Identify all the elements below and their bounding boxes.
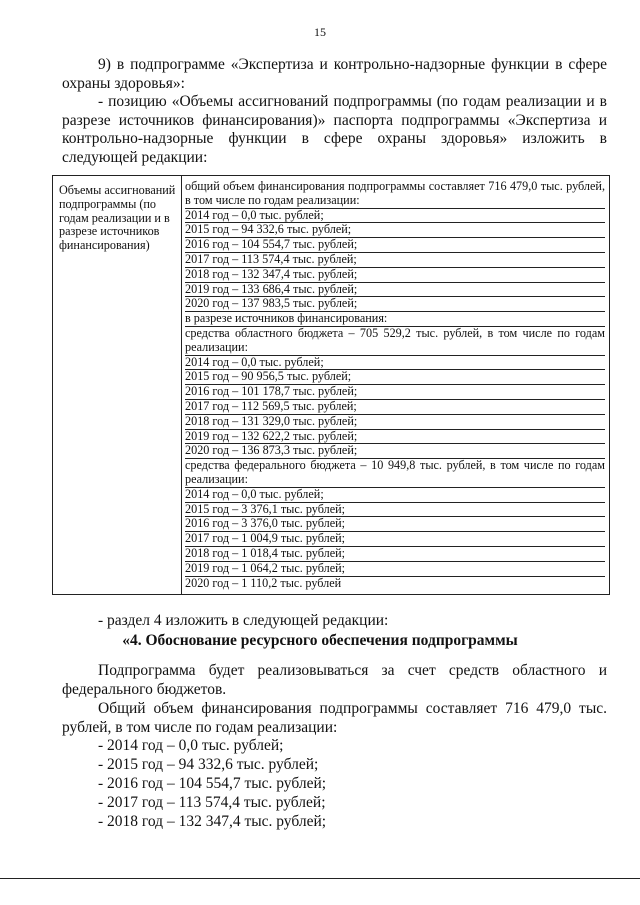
intro-paragraph-1: 9) в подпрограмме «Экспертиза и контрольно-надзорные функции в сфере охраны здоровья»: (62, 56, 607, 92)
table-line: 2019 год – 132 622,2 тыс. рублей; (185, 430, 605, 445)
section4-instruction: - раздел 4 изложить в следующей редакции: (98, 612, 389, 629)
table-line: средства областного бюджета – 705 529,2 тыс. рублей, в том числе по годам реализации: (185, 325, 605, 354)
table-line: 2016 год – 101 178,7 тыс. рублей; (185, 385, 605, 400)
table-line: 2017 год – 113 574,4 тыс. рублей; (185, 253, 605, 268)
section4-paragraph-1: Подпрограмма будет реализовываться за счет средств областного и федерального бюджетов. (62, 662, 607, 698)
table-line: 2020 год – 137 983,5 тыс. рублей; (185, 297, 605, 312)
table-line: 2015 год – 90 956,5 тыс. рублей; (185, 370, 605, 385)
intro-paragraph-2: - позицию «Объемы ассигнований подпрограммы (по годам реализации и в разрезе источников финансирования)» паспорта подпрограммы «Экспертиза и контрольно-надзорные функции в сфере охраны здоровья» изложить в следующей редакции: (62, 93, 607, 166)
table-line: 2016 год – 104 554,7 тыс. рублей; (185, 238, 605, 253)
table-line: 2017 год – 112 569,5 тыс. рублей; (185, 400, 605, 415)
table-line: общий объем финансирования подпрограммы составляет 716 479,0 тыс. рублей, в том числе по годам реализации: (185, 179, 605, 207)
section4-heading: «4. Обоснование ресурсного обеспечения подпрограммы (122, 632, 518, 649)
table-line: 2018 год – 1 018,4 тыс. рублей; (185, 547, 605, 562)
list-item: - 2017 год – 113 574,4 тыс. рублей; (98, 794, 326, 811)
table-line: 2014 год – 0,0 тыс. рублей; (185, 488, 605, 503)
table-line: 2018 год – 131 329,0 тыс. рублей; (185, 415, 605, 430)
list-item: - 2016 год – 104 554,7 тыс. рублей; (98, 775, 327, 792)
table-line: 2015 год – 94 332,6 тыс. рублей; (185, 223, 605, 238)
page-bottom-rule (0, 878, 640, 879)
table-line: 2016 год – 3 376,0 тыс. рублей; (185, 517, 605, 532)
page-number: 15 (314, 25, 326, 39)
table-line: 2015 год – 3 376,1 тыс. рублей; (185, 503, 605, 518)
passport-table (52, 175, 610, 595)
list-item: - 2018 год – 132 347,4 тыс. рублей; (98, 813, 327, 830)
table-line: 2020 год – 136 873,3 тыс. рублей; (185, 444, 605, 459)
table-right-cell (182, 176, 610, 595)
table-left-cell: Объемы ассигнований подпрограммы (по годам реализации и в разрезе источников финансирования) (53, 176, 182, 595)
section4-paragraph-2: Общий объем финансирования подпрограммы составляет 716 479,0 тыс. рублей, в том числе по годам реализации: (62, 700, 607, 736)
table-line: в разрезе источников финансирования: (185, 312, 605, 327)
table-line: 2019 год – 133 686,4 тыс. рублей; (185, 283, 605, 298)
table-line: 2017 год – 1 004,9 тыс. рублей; (185, 532, 605, 547)
table-line: 2014 год – 0,0 тыс. рублей; (185, 209, 605, 224)
table-line: средства федерального бюджета – 10 949,8 тыс. рублей, в том числе по годам реализации: (185, 458, 605, 486)
table-line: 2019 год – 1 064,2 тыс. рублей; (185, 562, 605, 577)
table-line: 2018 год – 132 347,4 тыс. рублей; (185, 268, 605, 283)
list-item: - 2014 год – 0,0 тыс. рублей; (98, 737, 284, 754)
table-line: 2014 год – 0,0 тыс. рублей; (185, 356, 605, 371)
table-row (53, 176, 610, 595)
list-item: - 2015 год – 94 332,6 тыс. рублей; (98, 756, 319, 773)
table-line: 2020 год – 1 110,2 тыс. рублей (185, 575, 342, 590)
